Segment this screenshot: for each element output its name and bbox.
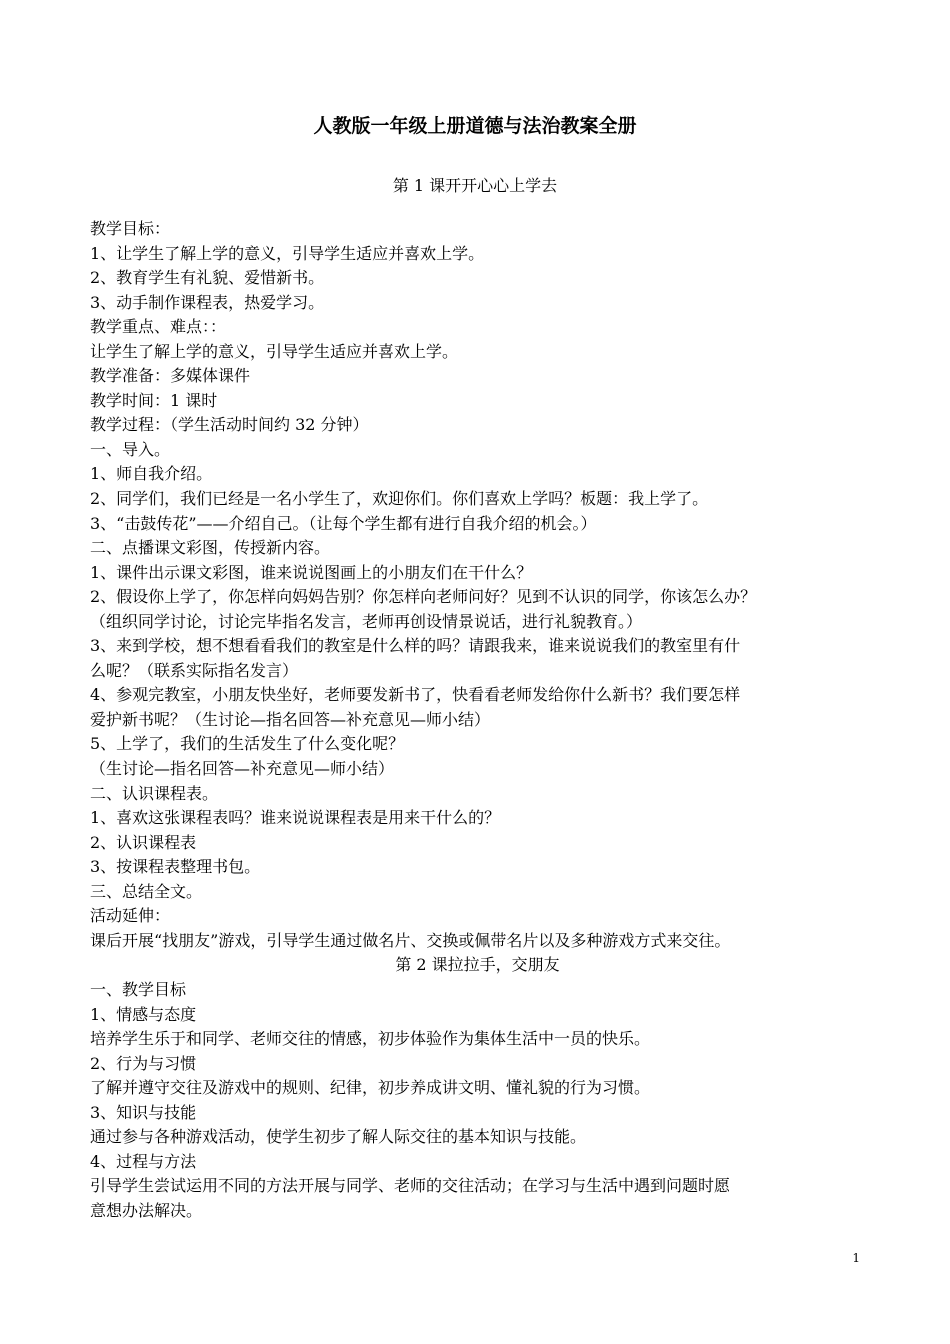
text-line: 培养学生乐于和同学、老师交往的情感，初步体验作为集体生活中一员的快乐。: [90, 1029, 651, 1049]
text-line: 4、参观完教室，小朋友快坐好，老师要发新书了，快看看老师发给你什么新书？我们要怎样: [90, 685, 741, 705]
text-line: 教学时间：1 课时: [90, 390, 218, 410]
text-line: 教学准备：多媒体课件: [90, 366, 251, 386]
text-line: 3、知识与技能: [90, 1102, 197, 1122]
text-line: （组织同学讨论，讨论完毕指名发言，老师再创设情景说话，进行礼貌教育。）: [90, 611, 643, 631]
text-line: 爱护新书呢？（生讨论—指名回答—补充意见—师小结）: [90, 709, 491, 729]
text-line: 通过参与各种游戏活动，使学生初步了解人际交往的基本知识与技能。: [90, 1127, 587, 1147]
text-line: 了解并遵守交往及游戏中的规则、纪律，初步养成讲文明、懂礼貌的行为习惯。: [90, 1078, 651, 1098]
text-line: 1、师自我介绍。: [90, 464, 213, 484]
text-line: 5、上学了，我们的生活发生了什么变化呢？: [90, 734, 405, 754]
text-line: 课后开展“找朋友”游戏，引导学生通过做名片、交换或佩带名片以及多种游戏方式来交往。: [90, 930, 731, 950]
document-body: [90, 217, 865, 1223]
text-line: 3、动手制作课程表，热爱学习。: [90, 292, 325, 312]
text-line: 2、同学们，我们已经是一名小学生了，欢迎你们。你们喜欢上学吗？板题：我上学了。: [90, 489, 709, 509]
text-line: 1、课件出示课文彩图，谁来说说图画上的小朋友们在干什么？: [90, 562, 533, 582]
lesson-2-title: 第 2 课拉拉手，交朋友: [395, 955, 560, 975]
text-line: 引导学生尝试运用不同的方法开展与同学、老师的交往活动；在学习与生活中遇到问题时愿: [90, 1176, 731, 1196]
text-line: 2、教育学生有礼貌、爱惜新书。: [90, 268, 325, 288]
text-line: 3、“击鼓传花”——介绍自己。（让每个学生都有进行自我介绍的机会。）: [90, 513, 597, 533]
text-line: 1、让学生了解上学的意义，引导学生适应并喜欢上学。: [90, 243, 485, 263]
text-line: 3、按课程表整理书包。: [90, 857, 261, 877]
page-number: 1: [852, 1251, 860, 1265]
text-line: 2、行为与习惯: [90, 1053, 197, 1073]
text-line: 三、总结全文。: [90, 881, 203, 901]
text-line: 意想办法解决。: [90, 1200, 203, 1220]
text-line: 1、情感与态度: [90, 1004, 197, 1024]
text-line: 活动延伸：: [90, 906, 171, 926]
text-line: 4、过程与方法: [90, 1151, 197, 1171]
document-title: 人教版一年级上册道德与法治教案全册: [313, 115, 637, 137]
text-line: 1、喜欢这张课程表吗？谁来说说课程表是用来干什么的？: [90, 808, 501, 828]
text-line: 么呢？（联系实际指名发言）: [90, 660, 299, 680]
text-line: 教学重点、难点：：: [90, 317, 227, 337]
text-line: 2、认识课程表: [90, 832, 197, 852]
text-line: 一、教学目标: [90, 979, 187, 999]
text-line: 2、假设你上学了，你怎样向妈妈告别？你怎样向老师问好？见到不认识的同学，你该怎么办？: [90, 587, 757, 607]
text-line: 教学过程：（学生活动时间约 32 分钟）: [90, 415, 369, 435]
text-line: 一、导入。: [90, 439, 171, 459]
text-line: （生讨论—指名回答—补充意见—师小结）: [90, 759, 395, 779]
text-line: 二、认识课程表。: [90, 783, 219, 803]
lesson-1-title: 第 1 课开开心心上学去: [392, 176, 558, 195]
text-line: 教学目标：: [90, 219, 171, 238]
text-line: 二、点播课文彩图，传授新内容。: [90, 538, 331, 558]
text-line: 让学生了解上学的意义，引导学生适应并喜欢上学。: [90, 341, 459, 361]
text-line: 3、来到学校，想不想看看我们的教室是什么样的吗？请跟我来，谁来说说我们的教室里有什: [90, 636, 741, 656]
